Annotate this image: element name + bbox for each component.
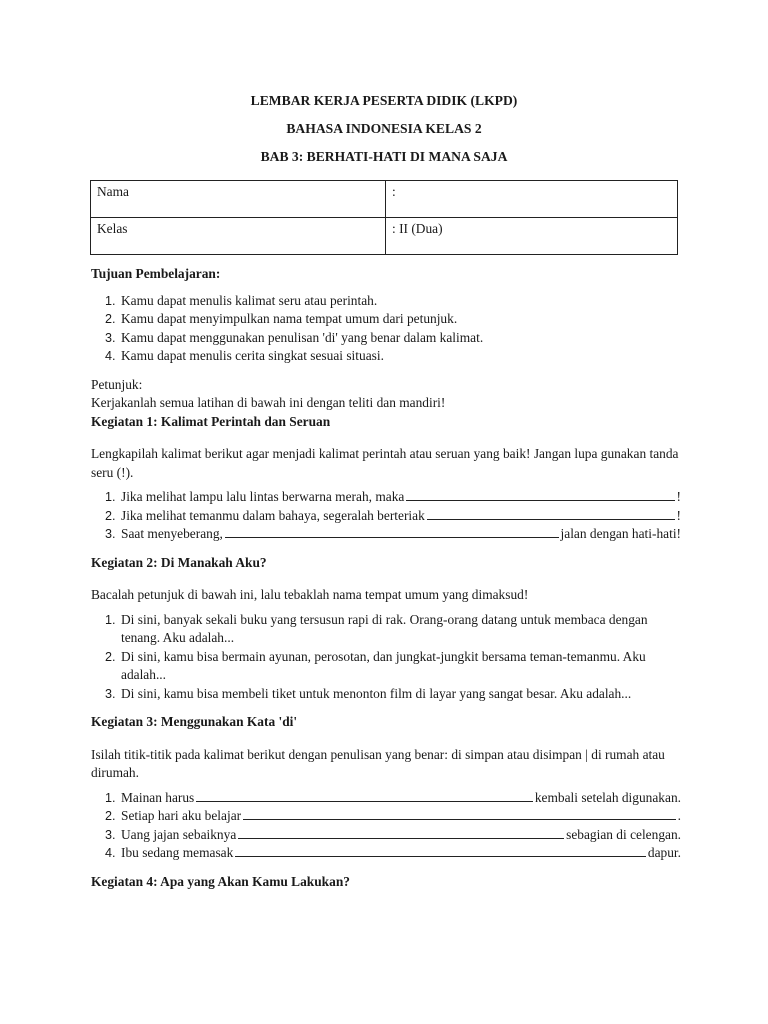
- item-text: 4. Ibu sedang memasak: [121, 845, 234, 860]
- name-label: Nama: [91, 181, 386, 218]
- activity1-intro: Lengkapilah kalimat berikut agar menjadi kalimat perintah atau seruan yang baik! Jangan lupa gunakan tanda seru (!).: [91, 446, 679, 480]
- list-item: 3. Di sini, kamu bisa membeli tiket untuk menonton film di layar yang sangat besar. Aku adalah...: [119, 685, 681, 704]
- activity3-list: [91, 789, 681, 863]
- identity-row-name: [91, 181, 678, 218]
- list-item: 1. Di sini, banyak sekali buku yang tersusun rapi di rak. Orang-orang datang untuk membaca dengan tenang. Aku adalah...: [119, 611, 681, 648]
- answer-blank[interactable]: [225, 525, 559, 538]
- item-text: 2. Setiap hari aku belajar: [121, 808, 242, 823]
- item-text: kembali setelah digunakan.: [534, 789, 681, 805]
- list-item: [119, 826, 681, 845]
- list-item: [119, 844, 681, 863]
- item-text: 1. Mainan harus: [121, 789, 195, 805]
- list-item: [119, 488, 681, 507]
- activity3-intro: Isilah titik-titik pada kalimat berikut dengan penulisan yang benar: di simpan atau disimpan | di rumah atau dirumah.: [91, 746, 665, 780]
- item-text: sebagian di celengan.: [566, 826, 681, 842]
- class-field[interactable]: : II (Dua): [386, 218, 678, 255]
- item-text: .: [677, 808, 681, 823]
- item-text: 1. Jika melihat lampu lalu lintas berwarna merah, maka: [121, 489, 405, 504]
- activity1-heading: Kegiatan 1: Kalimat Perintah dan Seruan: [91, 413, 331, 429]
- item-text: 3. Saat menyeberang,: [121, 526, 223, 541]
- item-text: !: [676, 489, 681, 504]
- item-text: 2. Jika melihat temanmu dalam bahaya, segeralah berteriak: [121, 507, 425, 523]
- activity4-heading: Kegiatan 4: Apa yang Akan Kamu Lakukan?: [91, 873, 350, 889]
- answer-blank[interactable]: [406, 488, 674, 501]
- identity-row-class: [91, 218, 678, 255]
- title-line-1: LEMBAR KERJA PESERTA DIDIK (LKPD): [250, 93, 518, 108]
- answer-blank[interactable]: [196, 789, 533, 802]
- item-text: dapur.: [647, 845, 681, 860]
- list-item: [119, 507, 681, 526]
- answer-blank[interactable]: [243, 807, 676, 820]
- title-line-2: BAHASA INDONESIA KELAS 2: [286, 121, 482, 136]
- list-item: 2. Kamu dapat menyimpulkan nama tempat umum dari petunjuk.: [119, 310, 681, 329]
- activity3-heading: Kegiatan 3: Menggunakan Kata 'di': [91, 714, 298, 729]
- objectives-list: [91, 292, 681, 366]
- list-item: [119, 807, 681, 826]
- item-text: jalan dengan hati-hati!: [560, 526, 681, 541]
- title-line-3: BAB 3: BERHATI-HATI DI MANA SAJA: [260, 149, 508, 164]
- name-field[interactable]: :: [386, 181, 678, 218]
- instructions-text: Kerjakanlah semua latihan di bawah ini dengan teliti dan mandiri!: [91, 395, 446, 410]
- activity2-intro: Bacalah petunjuk di bawah ini, lalu tebaklah nama tempat umum yang dimaksud!: [91, 587, 529, 602]
- activity2-list: [91, 611, 681, 704]
- list-item: 2. Di sini, kamu bisa bermain ayunan, perosotan, dan jungkat-jungkit bersama teman-temanmu. Aku adalah...: [119, 648, 681, 685]
- answer-blank[interactable]: [235, 844, 646, 857]
- activity2-heading: Kegiatan 2: Di Manakah Aku?: [91, 554, 267, 570]
- list-item: 4. Kamu dapat menulis cerita singkat sesuai situasi.: [119, 347, 681, 366]
- activity1-list: [91, 488, 681, 544]
- identity-table: [90, 180, 678, 255]
- list-item: 3. Kamu dapat menggunakan penulisan 'di' yang benar dalam kalimat.: [119, 329, 681, 348]
- class-label: Kelas: [91, 218, 386, 255]
- item-text: 3. Uang jajan sebaiknya: [121, 826, 237, 842]
- answer-blank[interactable]: [427, 507, 675, 520]
- worksheet-content: [91, 265, 681, 891]
- objectives-heading: Tujuan Pembelajaran:: [91, 266, 221, 281]
- instructions-label: Petunjuk:: [91, 376, 143, 392]
- title-block: [0, 92, 768, 176]
- answer-blank[interactable]: [238, 826, 564, 839]
- item-text: !: [676, 507, 681, 523]
- list-item: 1. Kamu dapat menulis kalimat seru atau perintah.: [119, 292, 681, 311]
- list-item: [119, 525, 681, 544]
- list-item: [119, 789, 681, 808]
